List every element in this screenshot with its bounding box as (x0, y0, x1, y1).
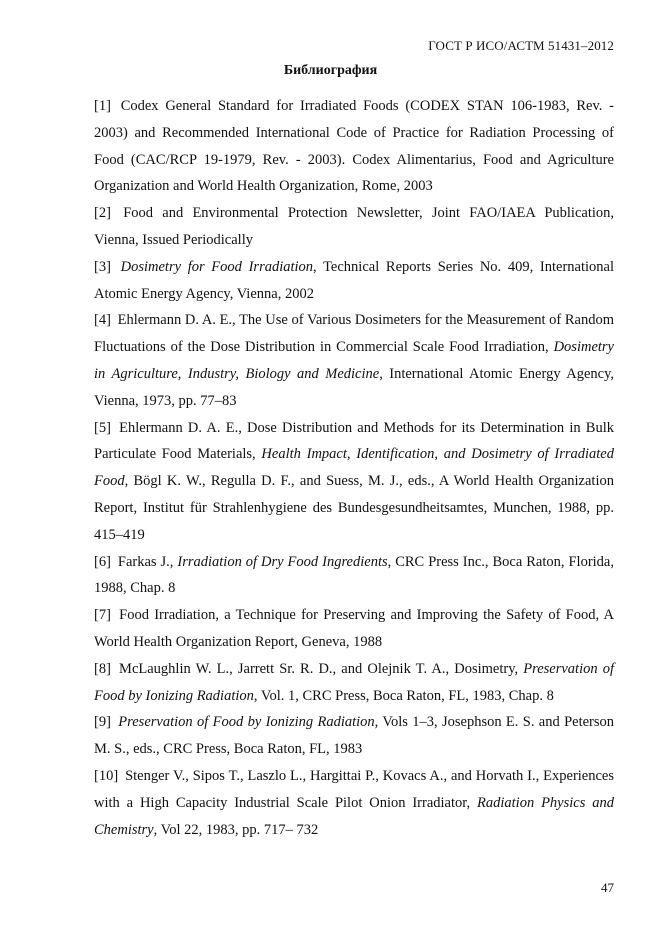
entry-number: [10] (94, 767, 119, 784)
entry-text: , Technical Reports Series No. 409, International Atomic Energy Agency, Vienna, 2002 (94, 258, 614, 302)
entry-text: , Bögl K. W., Regulla D. F., and Suess, M. J., eds., A World Health Organization Report, Institut für Strahlenhygiene des Bundesgesundheitsamtes, Munchen, 1988, pp. 415–419 (94, 473, 614, 543)
page-title: Библиография (283, 63, 378, 78)
entry-text: Food Irradiation, a Technique for Preserving and Improving the Safety of Food, A World Health Organization Report, Geneva, 1988 (94, 607, 615, 650)
bibliography-entry (94, 709, 614, 763)
entry-number: [3] (94, 258, 111, 275)
bibliography-entry (94, 307, 614, 414)
entry-number: [6] (94, 553, 111, 570)
entry-text: , Vol. 1, CRC Press, Boca Raton, FL, 1983, Chap. 8 (253, 687, 554, 704)
entry-text: , CRC Press Inc., Boca Raton, Florida, 1988, Chap. 8 (94, 553, 614, 597)
entry-title-italic: Health Impact, Identification, and Dosimetry of Irradiated Food (94, 446, 614, 490)
entry-text: Codex General Standard for Irradiated Foods (CODEX STAN 106-1983, Rev. - 2003) and Recommended International Code of Practice for Radiation Processing of Food (CAC/RCP 19-1979, Rev. - 2003). Codex Alimentarius, Food and Agriculture Organization and World Health Organization, Rome, 2003 (94, 98, 614, 195)
entry-number: [1] (94, 98, 111, 114)
entry-text: Farkas J., (117, 553, 178, 570)
entry-number: [2] (94, 205, 111, 222)
bibliography-entry (94, 763, 614, 843)
bibliography-entry (94, 93, 614, 200)
entry-title-italic: Dosimetry in Agriculture, Industry, Biology and Medicine (94, 339, 614, 382)
entry-title-italic: Preservation of Food by Ionizing Radiation (94, 660, 615, 704)
standard-header: ГОСТ Р ИСО/АСТМ 51431–2012 (428, 38, 614, 53)
entry-text: Stenger V., Sipos T., Laszlo L., Hargittai P., Kovacs A., and Horvath I., Experiences with a High Capacity Industrial Scale Pilot Onion Irradiator, (94, 767, 614, 811)
bibliography-entry (94, 549, 614, 603)
entry-text: McLaughlin W. L., Jarrett Sr. R. D., and Olejnik T. A., Dosimetry, (119, 660, 524, 677)
bibliography-entry (94, 254, 614, 308)
entry-title-italic: Preservation of Food by Ionizing Radiation (118, 714, 375, 731)
entry-text: Ehlermann D. A. E., The Use of Various Dosimeters for the Measurement of Random Fluctuations of the Dose Distribution in Commercial Scale Food Irradiation, (94, 312, 615, 356)
page-number: 47 (601, 880, 614, 895)
bibliography-entry (94, 415, 614, 549)
entry-text: Ehlermann D. A. E., Dose Distribution and Methods for its Determination in Bulk Particulate Food Materials, (94, 419, 614, 463)
entry-number: [8] (94, 660, 111, 677)
entry-text: , Vol 22, 1983, pp. 717– 732 (153, 821, 319, 838)
entry-number: [7] (94, 607, 111, 624)
entry-text: , International Atomic Energy Agency, Vienna, 1973, pp. 77–83 (94, 365, 614, 409)
entry-number: [9] (94, 714, 111, 731)
entry-number: [4] (94, 312, 111, 329)
bibliography-list (94, 93, 614, 843)
entry-title-italic: Radiation Physics and Chemistry (94, 794, 614, 838)
entry-number: [5] (94, 419, 111, 436)
entry-text: Food and Environmental Protection Newsletter, Joint FAO/IAEA Publication, Vienna, Issued Periodically (94, 205, 615, 248)
entry-title-italic: Dosimetry for Food Irradiation (120, 258, 314, 275)
entry-title-italic: Irradiation of Dry Food Ingredients (177, 553, 388, 570)
bibliography-entry (94, 200, 614, 254)
entry-text: , Vols 1–3, Josephson E. S. and Peterson M. S., eds., CRC Press, Boca Raton, FL, 1983 (94, 714, 615, 758)
bibliography-entry (94, 656, 614, 710)
bibliography-entry (94, 602, 614, 656)
